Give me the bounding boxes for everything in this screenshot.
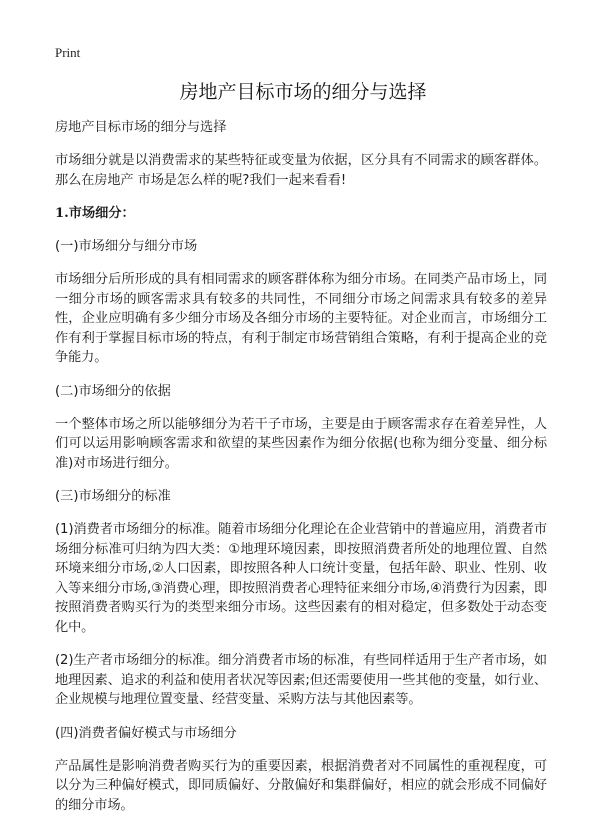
subsection-paragraph-1: 市场细分后所形成的具有相同需求的顾客群体称为细分市场。在同类产品市场上，同一细分市场的顾客需求具有较多的共同性，不同细分市场之间需求具有较多的差异性，企业应明确有多少细分市场及各细分市场的主要特征。对企业而言，市场细分工作有利于掌握目标市场的特点，有利于制定市场营销组合策略，有利于提高企业的竞争能力。 (55, 272, 547, 365)
subsection-heading-3: (三)市场细分的标准 (55, 489, 171, 504)
print-link[interactable]: Print (55, 45, 81, 60)
document-subtitle: 房地产目标市场的细分与选择 (55, 120, 227, 135)
section-heading-market-segmentation: 1.市场细分： (55, 206, 135, 221)
subsection-paragraph-3a: (1)消费者市场细分的标准。随着市场细分化理论在企业营销中的普遍应用，消费者市场细分标准可归纳为四大类：①地理环境因素，即按照消费者所处的地理位置、自然环境来细分市场,②人口因素，即按照各种人口统计变量，包括年龄、职业、性别、收入等来细分市场,③消费心理，即按照消费者心理特征来细分市场,④消费行为因素，即按照消费者购买行为的类型来细分市场。这些因素有的相对稳定，但多数处于动态变化中。 (55, 522, 547, 635)
subsection-heading-2: (二)市场细分的依据 (55, 383, 171, 399)
subsection-heading-1: (一)市场细分与细分市场 (55, 239, 198, 254)
subsection-paragraph-3b: (2)生产者市场细分的标准。细分消费者市场的标准，有些同样适用于生产者市场，如地理因素、追求的利益和使用者状况等因素;但还需要使用一些其他的变量，如行业、企业规模与地理位置变量、经营变量、采购方法与其他因素等。 (55, 653, 547, 707)
document-body (55, 78, 547, 815)
subsection-paragraph-2: 一个整体市场之所以能够细分为若干子市场，主要是由于顾客需求存在着差异性，人们可以运用影响顾客需求和欲望的某些因素作为细分依据(也称为细分变量、细分标准)对市场进行细分。 (55, 416, 547, 471)
subsection-paragraph-4: 产品属性是影响消费者购买行为的重要因素，根据消费者对不同属性的重视程度，可以分为三种偏好模式，即同质偏好、分散偏好和集群偏好，相应的就会形成不同偏好的细分市场。 (55, 758, 547, 813)
intro-paragraph: 市场细分就是以消费需求的某些特征或变量为依据，区分具有不同需求的顾客群体。那么在房地产 市场是怎么样的呢?我们一起来看看! (55, 153, 547, 188)
subsection-heading-4: (四)消费者偏好模式与市场细分 (55, 725, 237, 741)
page-title: 房地产目标市场的细分与选择 (179, 81, 427, 103)
